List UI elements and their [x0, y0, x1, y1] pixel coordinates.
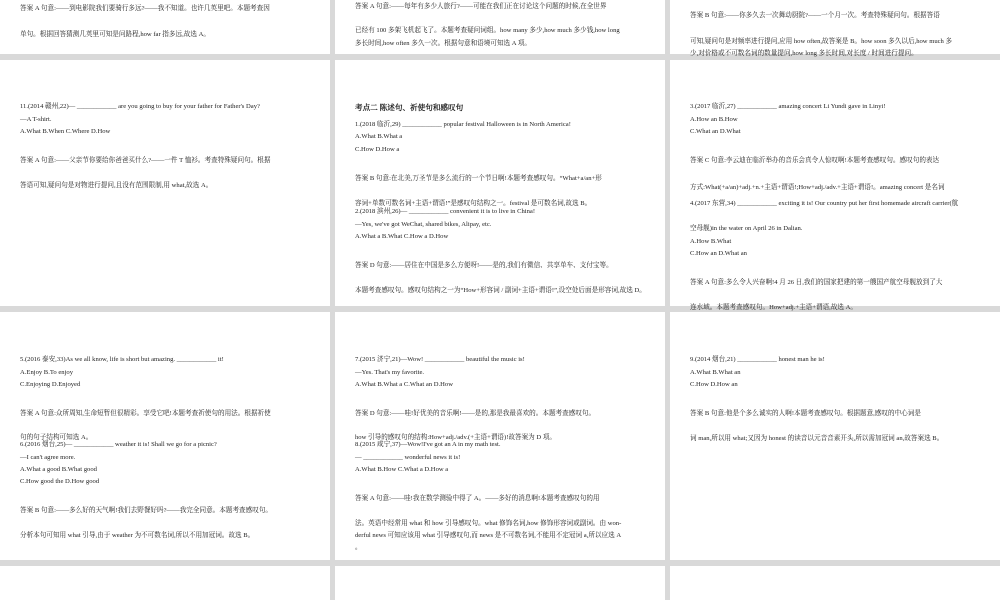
- page-8-line-1: 7.(2015 济宁,21)—Wow! ____________ beautiful the music is!: [355, 356, 525, 363]
- page-5-line-6: 2.(2018 滨州,26)— ____________ convenient it is to live in China!: [355, 208, 536, 215]
- page-6-line-3: C.What an D.What: [690, 128, 741, 135]
- page-4-line-2: —A T-shirt.: [20, 116, 52, 123]
- page-2-line-1: 答案 A 句意:——每年有多少人旅行?——可能在我们正在讨论这个问题的时候,在全世界: [355, 3, 607, 10]
- page-2-line-3: 多长时间,how often 多久一次。根据句意和语境可知选 A 项。: [355, 40, 532, 47]
- page-9: [670, 312, 1000, 560]
- page-6-line-6: 4.(2017 东营,34) ____________ exciting it is! Our country put her first homemade aircraft carrier(航: [690, 200, 959, 207]
- page-9-line-3: C.How D.How an: [690, 381, 738, 388]
- page-5-line-10: 本题考查感叹句。感叹句结构之一为“How+形容词 / 副词+主语+谓语!”,设空处后面是形容词,故选 D。: [355, 287, 646, 294]
- page-6-line-1: 3.(2017 临沂,27) ____________ amazing concert Li Yundi gave in Linyi!: [690, 103, 886, 110]
- page-5-line-5: 容词+单数可数名词+主语+谓语!”是感叹句结构之一。festival 是可数名词,故选 B。: [355, 200, 592, 207]
- page-6-line-11: 连水域。本题考查感叹句。How+adj.+主语+谓语,故选 A。: [690, 304, 858, 311]
- page-5: [335, 60, 665, 306]
- page-5-line-8: A.What a B.What C.How a D.How: [355, 233, 449, 240]
- page-4-line-5: 答语可知,疑问句是对物进行提问,且没有范围限制,用 what,故选 A。: [20, 182, 213, 189]
- page-6-line-10: 答案 A 句意:多么令人兴奋啊!4 月 26 日,我们的国家把建的第一艘国产航空母舰放到了大: [690, 279, 943, 286]
- page-7-line-8: A.What a good B.What good: [20, 466, 97, 473]
- page-7-line-9: C.How good the D.How good: [20, 478, 100, 485]
- page-8-line-3: A.What B.What a C.What an D.How: [355, 381, 453, 388]
- page-3: [670, 0, 1000, 57]
- page-9-line-4: 答案 B 句意:他是个多么诚实的人啊!本题考查感叹句。根据题意,感叹的中心词是: [690, 410, 921, 417]
- page-4-line-4: 答案 A 句意:——父亲节你要给你爸爸买什么?——一件 T 恤衫。考查特殊疑问句。根据: [20, 157, 271, 164]
- page-4-line-3: A.What B.When C.Where D.How: [20, 128, 111, 135]
- page-2: [335, 0, 665, 54]
- page-1-line-2: 单句。根据回答猜测几英里可知是问路程,how far 指多远,故选 A。: [20, 31, 210, 38]
- page-2-line-2: 已经有 100 多架飞机起飞了。本题考查疑问词组。how many 多少,how much 多少钱,how long: [355, 27, 620, 34]
- page-8: [335, 312, 665, 560]
- page-6: [670, 60, 1000, 311]
- section-title: 考点二 陈述句、祈使句和感叹句: [355, 103, 464, 112]
- page-6-line-8: A.How B.What: [690, 238, 732, 245]
- page-5-line-2: A.What B.What a: [355, 133, 403, 140]
- page-5-line-9: 答案 D 句意:——居住在中国是多么方便呀!——是的,我们有微信、共享单车、支付宝等。: [355, 262, 613, 269]
- page-5-line-3: C.How D.How a: [355, 146, 400, 153]
- page-8-line-7: — ____________ wonderful news it is!: [355, 454, 461, 461]
- page-7-line-7: —I can't agree more.: [20, 454, 76, 461]
- page-7-line-11: 分析本句可知用 what 引导,由于 weather 为不可数名词,所以不用加冠词。故选 B。: [20, 532, 255, 539]
- page-1: [0, 0, 330, 54]
- page-3-line-3: 少,对价格或不可数名词的数量提问,how long 多长时间,对长度 / 时间进行提问。: [690, 50, 918, 57]
- page-8-line-4: 答案 D 句意:——哇!好优美的音乐啊!——是的,那是我最喜欢的。本题考查感叹句。: [355, 410, 596, 417]
- page-7-line-2: A.Enjoy B.To enjoy: [20, 369, 74, 376]
- page-9-line-5: 词 man,所以用 what;又因为 honest 的读音以元音音素开头,所以需加冠词 an,故答案选 B。: [690, 435, 944, 442]
- page-11: [335, 566, 665, 600]
- page-7-line-4: 答案 A 句意:众所周知,生命短暂但很精彩。享受它吧!本题考查祈使句的用法。根据祈使: [20, 410, 271, 417]
- page-8-line-5: how 引导的感叹句的结构:How+adj./adv.(+主语+谓语)!故答案为 D 项。: [355, 434, 557, 441]
- page-7-line-5: 句的句子结构可知选 A。: [20, 434, 93, 441]
- page-8-line-12: 。: [355, 544, 362, 551]
- page-8-line-10: 法。英语中经常用 what 和 how 引导感叹句。what 修饰名词,how 修饰形容词或副词。由 won-: [355, 520, 622, 527]
- page-6-line-7: 空母舰)in the water on April 26 in Dalian.: [690, 225, 803, 232]
- page-6-line-9: C.How an D.What an: [690, 250, 747, 257]
- page-3-line-2: 可知,疑问句是对频率进行提问,应用 how often,故答案是 B。how soon 多久以后,how much 多: [690, 38, 953, 45]
- page-6-line-4: 答案 C 句意:李云迪在临沂举办的音乐会真令人惊叹啊!本题考查感叹句。感叹句的表达: [690, 157, 940, 164]
- page-7-line-10: 答案 B 句意:——多么好的天气啊!我们去野餐好吗?——我完全同意。本题考查感叹句。: [20, 507, 273, 514]
- page-7-line-6: 6.(2016 烟台,25)— ____________ weather it is! Shall we go for a picnic?: [20, 441, 217, 448]
- page-6-line-5: 方式:What(+a/an)+adj.+n.+主语+谓语!;How+adj./adv.+主语+谓语!。amazing concert 是名词: [690, 184, 945, 191]
- page-4-line-1: 11.(2014 赣州,22)— ____________ are you going to buy for your father for Father's Day?: [20, 103, 260, 110]
- page-5-line-7: —Yes, we've got WeChat, shared bikes, Alipay, etc.: [355, 221, 492, 228]
- page-10: [0, 566, 330, 600]
- page-9-line-1: 9.(2014 烟台,21) ____________ honest man he is!: [690, 356, 825, 363]
- page-3-line-1: 答案 B 句意:——你多久去一次舞动厨院?——一个月一次。考查特殊疑问句。根据答语: [690, 12, 940, 19]
- page-7-line-1: 5.(2016 泰安,33)As we all know, life is short but amazing. ____________ it!: [20, 356, 224, 363]
- page-4: [0, 60, 330, 306]
- page-9-line-2: A.What B.What an: [690, 369, 741, 376]
- page-5-line-1: 1.(2018 临沂,29) ____________ popular festival Halloween is in North America!: [355, 121, 571, 128]
- page-8-line-2: —Yes. That's my favorite.: [355, 369, 425, 376]
- page-7: [0, 312, 330, 560]
- page-12: [670, 566, 1000, 600]
- page-1-line-1: 答案 A 句意:——到电影院我们要骑行多远?——我不知道。也许几英里吧。本题考查因: [20, 5, 270, 12]
- page-8-line-6: 8.(2015 咸宁,37)—Wow!I've got an A in my math test.: [355, 441, 501, 448]
- page-6-line-2: A.How an B.How: [690, 116, 738, 123]
- page-5-line-4: 答案 B 句意:在北美,万圣节是多么流行的一个节日啊!本题考查感叹句。“What+a/an+形: [355, 175, 602, 182]
- page-8-line-9: 答案 A 句意:——哇!我在数学测验中得了 A。——多好的消息啊!本题考查感叹句的用: [355, 495, 600, 502]
- page-8-line-11: derful news 可知应该用 what 引导感叹句,而 news 是不可数名词,不能用不定冠词 a,所以应选 A: [355, 532, 622, 539]
- page-8-line-8: A.What B.How C.What a D.How a: [355, 466, 449, 473]
- page-7-line-3: C.Enjoying D.Enjoyed: [20, 381, 81, 388]
